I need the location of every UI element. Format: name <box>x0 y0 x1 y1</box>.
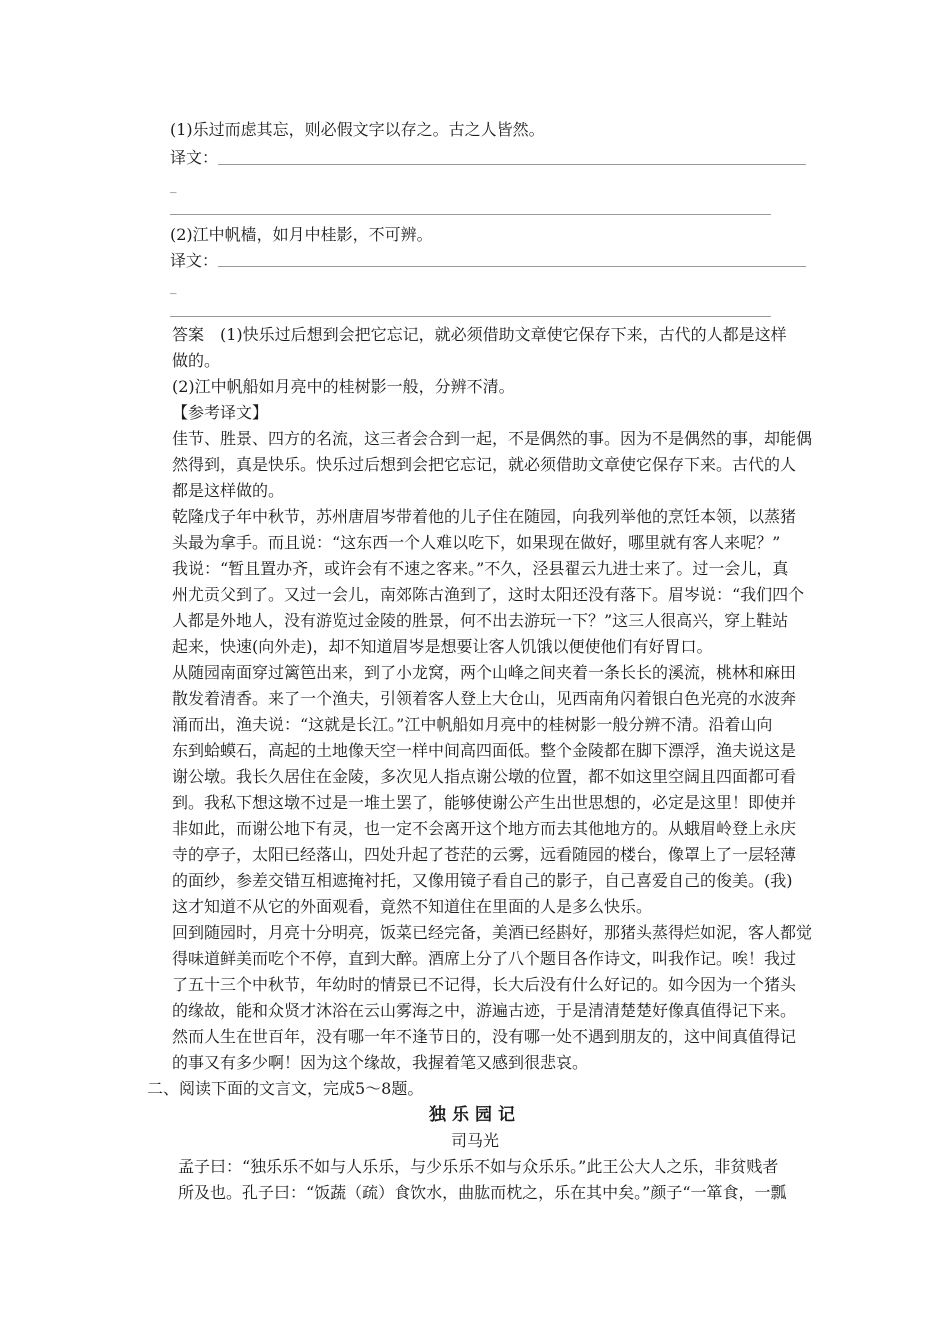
question-1-translation-label: 译文： <box>170 148 219 167</box>
reference-line: 人都是外地人，没有游览过金陵的胜景，何不出去游玩一下？”这三人很高兴，穿上鞋站 <box>172 611 789 630</box>
reference-line: 这才知道不从它的外面观看，竟然不知道住在里面的人是多么快乐。 <box>172 897 653 916</box>
essay-line: 所及也。孔子曰：“饭蔬（疏）食饮水，曲肱而枕之，乐在其中矣。”颜子“一箪食，一瓢 <box>178 1183 787 1202</box>
reference-heading: 【参考译文】 <box>172 403 269 422</box>
question-2-answer-line <box>218 266 806 267</box>
question-1-sentence: (1)乐过而虑其忘，则必假文字以存之。古之人皆然。 <box>170 120 545 139</box>
reference-line: 到。我私下想这墩不过是一堆土罢了，能够使谢公产生出世思想的，必定是这里！即使并 <box>172 793 797 812</box>
question-2-translation-label: 译文： <box>170 251 219 270</box>
reference-line: 起来，快速(向外走)，却不知道眉岑是想要让客人饥饿以便使他们有好胃口。 <box>172 637 713 656</box>
answer-line-1: 答案 (1)快乐过后想到会把它忘记，就必须借助文章使它保存下来，古代的人都是这样 <box>172 325 787 344</box>
question-2-sentence: (2)江中帆樯，如月中桂影，不可辨。 <box>170 225 433 244</box>
reference-line: 的面纱，参差交错互相遮掩衬托，又像用镜子看自己的影子，自己喜爱自己的俊美。(我) <box>172 871 793 890</box>
question-2-continuation-mark: _ <box>170 280 177 295</box>
reference-line: 都是这样做的。 <box>172 481 285 500</box>
reference-line: 散发着清香。来了一个渔夫，引领着客人登上大仓山，见西南角闪着银白色光亮的水波奔 <box>172 689 797 708</box>
question-1-continuation-mark: _ <box>170 179 177 194</box>
reference-line: 佳节、胜景、四方的名流，这三者会合到一起，不是偶然的事。因为不是偶然的事，却能偶 <box>172 429 813 448</box>
reference-line: 东到蛤蟆石，高起的土地像天空一样中间高四面低。整个金陵都在脚下漂浮，渔夫说这是 <box>172 741 797 760</box>
question-1-answer-line-2 <box>170 214 771 215</box>
reference-line: 乾隆戊子年中秋节，苏州唐眉岑带着他的儿子住在随园，向我列举他的烹饪本领，以蒸猪 <box>172 507 797 526</box>
answer-line-2: 做的。 <box>172 351 221 370</box>
reference-line: 谢公墩。我长久居住在金陵，多次见人指点谢公墩的位置，都不如这里空阔且四面都可看 <box>172 767 797 786</box>
reference-line: 得味道鲜美而吃个不停，直到大醉。酒席上分了八个题目各作诗文，叫我作记。唉！我过 <box>172 949 797 968</box>
reference-line: 然得到，真是快乐。快乐过后想到会把它忘记，就必须借助文章使它保存下来。古代的人 <box>172 455 797 474</box>
reference-line: 我说：“暂且置办齐，或许会有不速之客来。”不久，泾县翟云九进士来了。过一会儿，真 <box>172 559 789 578</box>
essay-line: 孟子曰：“独乐乐不如与人乐乐，与少乐乐不如与众乐乐。”此王公大人之乐，非贫贱者 <box>178 1157 779 1176</box>
reference-line: 涌而出，渔夫说：“这就是长江。”江中帆船如月亮中的桂树影一般分辨不清。沿着山向 <box>172 715 773 734</box>
essay-title: 独乐园记 <box>429 1105 521 1125</box>
reference-line: 非如此，而谢公地下有灵，也一定不会离开这个地方而去其他地方的。从蛾眉岭登上永庆 <box>172 819 797 838</box>
reference-line: 回到随园时，月亮十分明亮，饭菜已经完备，美酒已经斟好，那猪头蒸得烂如泥，客人都觉 <box>172 923 813 942</box>
reference-line: 头最为拿手。而且说：“这东西一个人难以吃下，如果现在做好，哪里就有客人来呢？” <box>172 533 781 552</box>
reference-line: 寺的亭子，太阳已经落山，四处升起了苍茫的云雾，远看随园的楼台，像罩上了一层轻薄 <box>172 845 797 864</box>
reference-line: 然而人生在世百年，没有哪一年不逢节日的，没有哪一处不遇到朋友的，这中间真值得记 <box>172 1027 797 1046</box>
essay-author: 司马光 <box>450 1131 499 1150</box>
question-1-answer-line <box>218 164 806 165</box>
question-2-answer-line-2 <box>170 316 771 317</box>
reference-line: 州尤贡父到了。又过一会儿，南郊陈古渔到了，这时太阳还没有落下。眉岑说：“我们四个 <box>172 585 805 604</box>
reference-line: 的事又有多少啊！因为这个缘故，我握着笔又感到很悲哀。 <box>172 1053 589 1072</box>
section-2-heading: 二、阅读下面的文言文，完成5～8题。 <box>147 1079 424 1098</box>
reference-line: 了五十三个中秋节，年幼时的情景已不记得，长大后没有什么好记的。如今因为一个猪头 <box>172 975 797 994</box>
reference-line: 从随园南面穿过篱笆出来，到了小龙窝，两个山峰之间夹着一条长长的溪流，桃林和麻田 <box>172 663 797 682</box>
answer-line-3: (2)江中帆船如月亮中的桂树影一般，分辨不清。 <box>172 377 515 396</box>
reference-line: 的缘故，能和众贤才沐浴在云山雾海之中，游遍古迹，于是清清楚楚好像真值得记下来。 <box>172 1001 797 1020</box>
